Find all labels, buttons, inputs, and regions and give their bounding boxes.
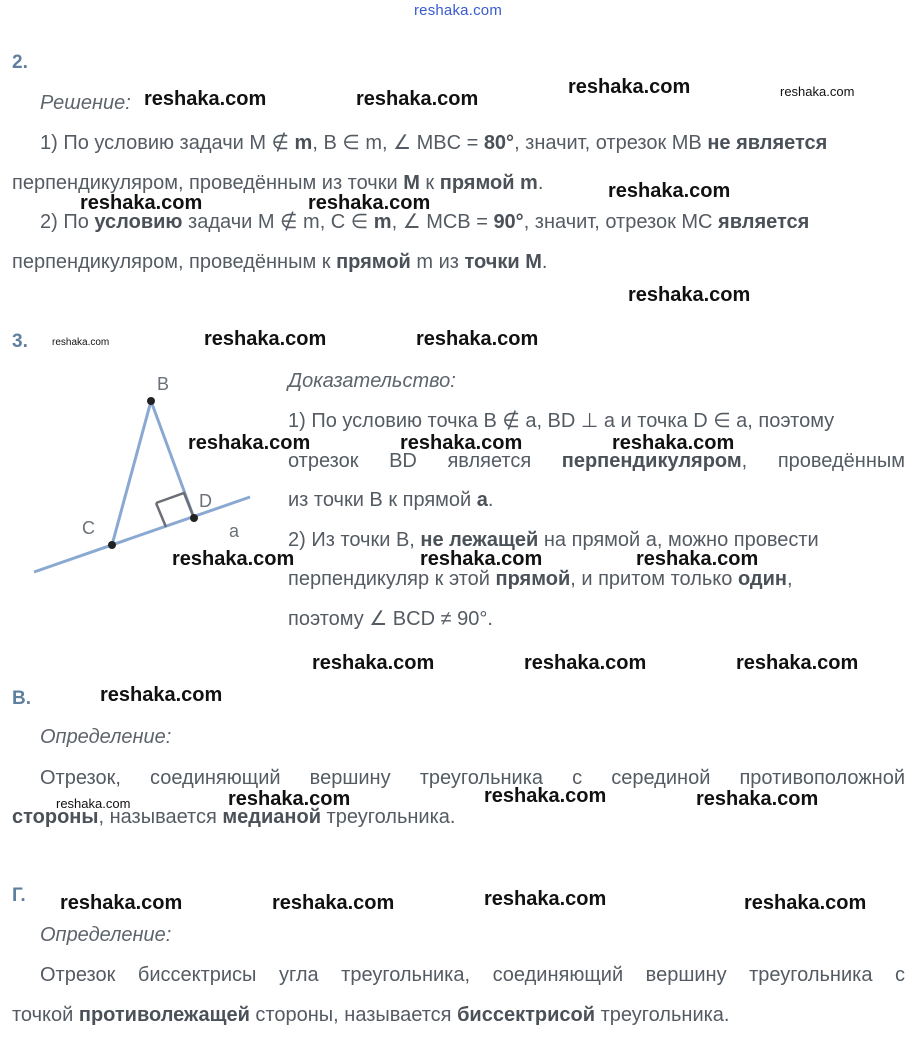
text: . — [541, 251, 548, 273]
bold-text: прямой — [495, 568, 571, 590]
watermark: reshaka.com — [52, 337, 110, 348]
text: треугольника. — [595, 1004, 730, 1026]
watermark: reshaka.com — [80, 192, 203, 214]
bold-text: перпендикуляром — [561, 450, 742, 472]
text: . — [487, 489, 494, 511]
task-3-line-6: поэтому ∠ BCD ≠ 90°. — [288, 608, 493, 630]
bold-text: 90° — [493, 211, 524, 233]
text: перпендикуляром, проведённым из точки — [12, 172, 404, 194]
watermark: reshaka.com — [204, 328, 327, 350]
watermark: reshaka.com — [636, 548, 759, 570]
task-v-line-1: Отрезок, соединяющий вершину треугольника с серединой противоположной — [40, 767, 905, 789]
task-2-line-4 — [12, 250, 547, 274]
text: , проведённым — [741, 450, 905, 472]
task-3-line-1: 1) По условию точка B ∉ a, BD ⊥ a и точка D ∈ a, поэтому — [288, 410, 835, 432]
right-angle-mark-bottom — [156, 503, 166, 527]
watermark: reshaka.com — [60, 892, 183, 914]
label-d: D — [199, 491, 212, 511]
segment-bc — [112, 401, 151, 545]
bold-text: m — [294, 132, 313, 154]
text: задачи M ∉ m, C ∈ — [182, 211, 374, 233]
bold-text: один — [737, 568, 787, 590]
watermark: reshaka.com — [744, 892, 867, 914]
watermark: reshaka.com — [420, 548, 543, 570]
watermark: reshaka.com — [524, 652, 647, 674]
label-b: B — [157, 374, 170, 394]
bold-text: 80° — [483, 132, 515, 154]
label-a: a — [229, 521, 240, 541]
text: отрезок BD является — [288, 450, 562, 472]
task-2-number: 2. — [12, 52, 28, 73]
bold-text: прямой — [336, 251, 411, 273]
watermark: reshaka.com — [356, 88, 479, 110]
text: к — [419, 172, 440, 194]
text: из точки B к прямой — [288, 489, 477, 511]
text: треугольника. — [321, 806, 456, 828]
watermark: reshaka.com — [736, 652, 859, 674]
point-b — [147, 397, 155, 405]
text: . — [537, 172, 544, 194]
watermark: reshaka.com — [272, 892, 395, 914]
task-3-line-3 — [288, 488, 493, 512]
text: , значит, отрезок MC — [523, 211, 719, 233]
label-c: C — [82, 518, 95, 538]
task-g-label: Определение: — [40, 924, 172, 946]
task-3-number: 3. — [12, 331, 28, 352]
point-d — [190, 514, 198, 522]
bold-text: m — [373, 211, 392, 233]
watermark: reshaka.com — [608, 180, 731, 202]
site-header[interactable]: reshaka.com — [413, 2, 503, 19]
text: перпендикуляром, проведённым к — [12, 251, 337, 273]
text: 2) По — [40, 211, 95, 233]
watermark: reshaka.com — [416, 328, 539, 350]
text: , значит, отрезок MB — [514, 132, 708, 154]
watermark: reshaka.com — [612, 432, 735, 454]
watermark: reshaka.com — [400, 432, 523, 454]
task-3-label: Доказательство: — [288, 370, 456, 392]
text: 1) По условию задачи M ∉ — [40, 132, 295, 154]
text: , и притом только — [570, 568, 738, 590]
point-c — [108, 541, 116, 549]
bold-text: не лежащей — [420, 529, 539, 551]
watermark: reshaka.com — [568, 76, 691, 98]
task-g-line-2 — [12, 1003, 729, 1027]
bold-text: a — [476, 489, 488, 511]
text: , ∠ MCB = — [391, 211, 494, 233]
bold-text: медианой — [222, 806, 321, 828]
bold-text: прямой m — [439, 172, 538, 194]
watermark: reshaka.com — [312, 652, 435, 674]
watermark: reshaka.com — [172, 548, 295, 570]
bold-text: противолежащей — [78, 1004, 250, 1026]
bold-text: биссектрисой — [457, 1004, 596, 1026]
watermark: reshaka.com — [484, 785, 607, 807]
task-v-label: Определение: — [40, 726, 172, 748]
bold-text: стороны — [12, 806, 99, 828]
text: стороны, называется — [249, 1004, 458, 1026]
text: 2) Из точки B, — [288, 529, 421, 551]
text: , B ∈ m, ∠ MBC = — [312, 132, 484, 154]
bold-text: точки M — [464, 251, 542, 273]
task-2-line-1 — [40, 131, 827, 155]
bold-text: является — [718, 211, 810, 233]
watermark: reshaka.com — [308, 192, 431, 214]
text: m из — [410, 251, 465, 273]
watermark: reshaka.com — [188, 432, 311, 454]
task-g-line-1: Отрезок биссектрисы угла треугольника, соединяющий вершину треугольника с — [40, 964, 905, 986]
task-2-label: Решение: — [40, 92, 131, 114]
watermark: reshaka.com — [56, 796, 131, 811]
watermark: reshaka.com — [628, 284, 751, 306]
text: на прямой a, можно провести — [538, 529, 819, 551]
watermark: reshaka.com — [484, 888, 607, 910]
text: , — [786, 568, 793, 590]
bold-text: не является — [707, 132, 828, 154]
text: точкой — [12, 1004, 79, 1026]
bold-text: условию — [94, 211, 183, 233]
task-v-number: В. — [12, 688, 31, 709]
text: , называется — [98, 806, 223, 828]
task-g-number: Г. — [12, 885, 26, 906]
bold-text: M — [403, 172, 420, 194]
watermark: reshaka.com — [228, 788, 351, 810]
watermark: reshaka.com — [696, 788, 819, 810]
watermark: reshaka.com — [100, 684, 223, 706]
text: перпендикуляр к этой — [288, 568, 496, 590]
task-3-line-2 — [288, 449, 905, 473]
watermark: reshaka.com — [144, 88, 267, 110]
watermark: reshaka.com — [780, 84, 855, 99]
